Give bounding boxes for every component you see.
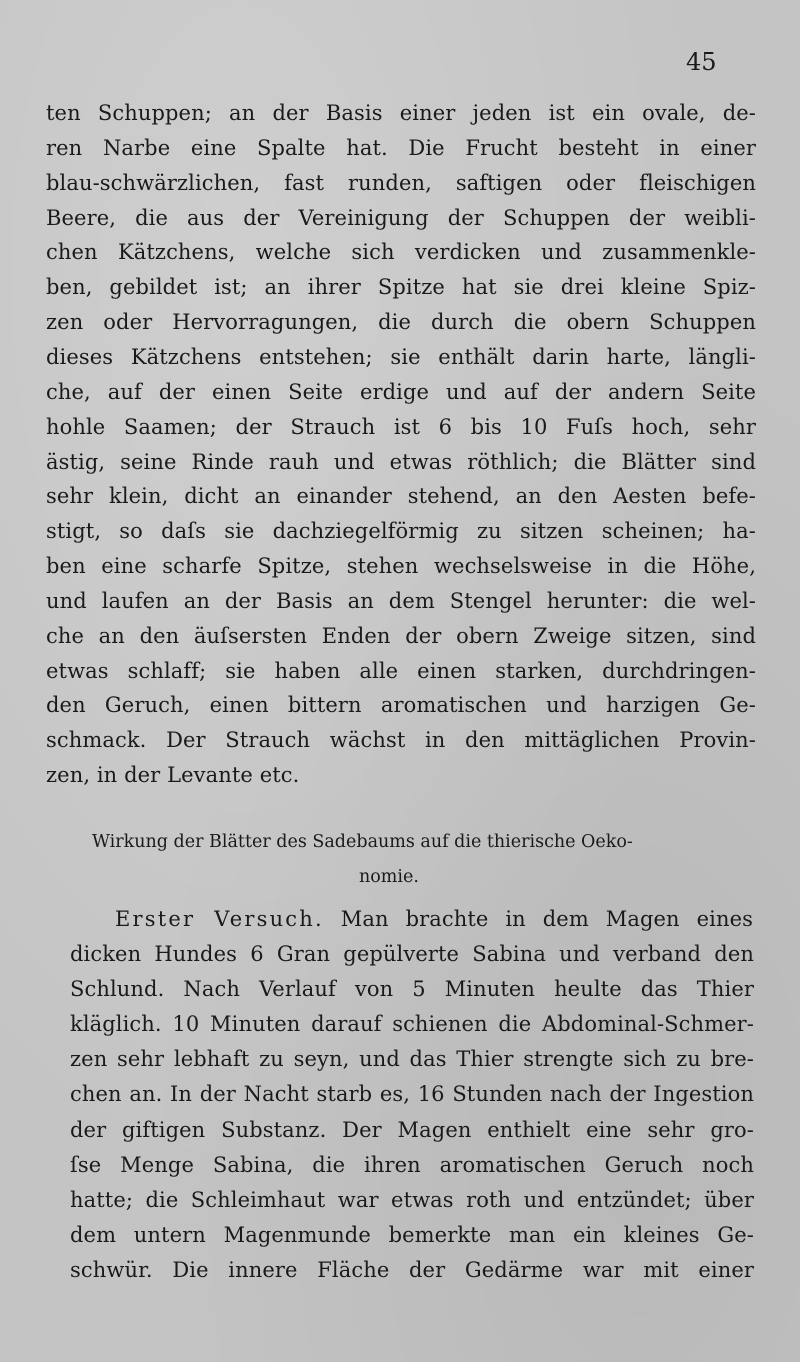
text-line: schwür. Die innere Fläche der Gedärme war mit einer (70, 1258, 754, 1282)
text-line: ten Schuppen; an der Basis einer jeden ist ein ovale, de- (46, 101, 756, 125)
text-line: blau-schwärzlichen, fast runden, saftigen oder fleischigen (46, 171, 756, 195)
text-line: che an den äuſsersten Enden der obern Zweige sitzen, sind (46, 624, 756, 648)
experiment-lead: Erster Versuch. (115, 907, 324, 931)
text-line: dieses Kätzchens entstehen; sie enthält darin harte, längli- (46, 345, 756, 369)
text-line: zen, in der Levante etc. (46, 763, 300, 787)
text-line: kläglich. 10 Minuten darauf schienen die Abdominal-Schmer- (70, 1012, 754, 1036)
experiment-first-line-rest: Man brachte in dem Magen eines (323, 907, 753, 931)
text-line: ben, gebildet ist; an ihrer Spitze hat sie drei kleine Spiz- (46, 275, 756, 299)
text-line: ästig, seine Rinde rauh und etwas röthlich; die Blätter sind (46, 450, 756, 474)
section-heading-line-1: Wirkung der Blätter des Sadebaums auf die thierische Oeko- (92, 832, 633, 852)
text-line: chen an. In der Nacht starb es, 16 Stunden nach der Ingestion (70, 1082, 754, 1106)
text-line: dem untern Magenmunde bemerkte man ein kleines Ge- (70, 1223, 754, 1247)
text-line: dicken Hundes 6 Gran gepülverte Sabina und verband den (70, 942, 754, 966)
text-line: zen sehr lebhaft zu seyn, und das Thier strengte sich zu bre- (70, 1047, 754, 1071)
text-line: etwas schlaff; sie haben alle einen starken, durchdringen- (46, 659, 756, 683)
text-line: sehr klein, dicht an einander stehend, an den Aesten befe- (46, 484, 756, 508)
text-line: hatte; die Schleimhaut war etwas roth und entzündet; über (70, 1188, 754, 1212)
text-line: den Geruch, einen bittern aromatischen und harzigen Ge- (46, 693, 756, 717)
text-line: che, auf der einen Seite erdige und auf der andern Seite (46, 380, 756, 404)
experiment-first-line (115, 906, 753, 934)
text-line: Schlund. Nach Verlauf von 5 Minuten heulte das Thier (70, 977, 754, 1001)
text-line: chen Kätzchens, welche sich verdicken und zusammenkle- (46, 240, 756, 264)
text-line: ben eine scharfe Spitze, stehen wechselsweise in die Höhe, (46, 554, 756, 578)
text-line: ren Narbe eine Spalte hat. Die Frucht besteht in einer (46, 136, 756, 160)
text-line: zen oder Hervorragungen, die durch die obern Schuppen (46, 310, 756, 334)
section-heading-line-2: nomie. (359, 867, 419, 887)
text-line: stigt, so daſs sie dachziegelförmig zu sitzen scheinen; ha- (46, 519, 756, 543)
page-number: 45 (686, 48, 717, 76)
text-line: ſse Menge Sabina, die ihren aromatischen Geruch noch (70, 1153, 754, 1177)
text-line: und laufen an der Basis an dem Stengel herunter: die wel- (46, 589, 756, 613)
text-line: hohle Saamen; der Strauch ist 6 bis 10 Fuſs hoch, sehr (46, 415, 756, 439)
text-line: der giftigen Substanz. Der Magen enthielt eine sehr gro- (70, 1118, 754, 1142)
text-line: Beere, die aus der Vereinigung der Schuppen der weibli- (46, 206, 756, 230)
text-line: schmack. Der Strauch wächst in den mittäglichen Provin- (46, 728, 756, 752)
